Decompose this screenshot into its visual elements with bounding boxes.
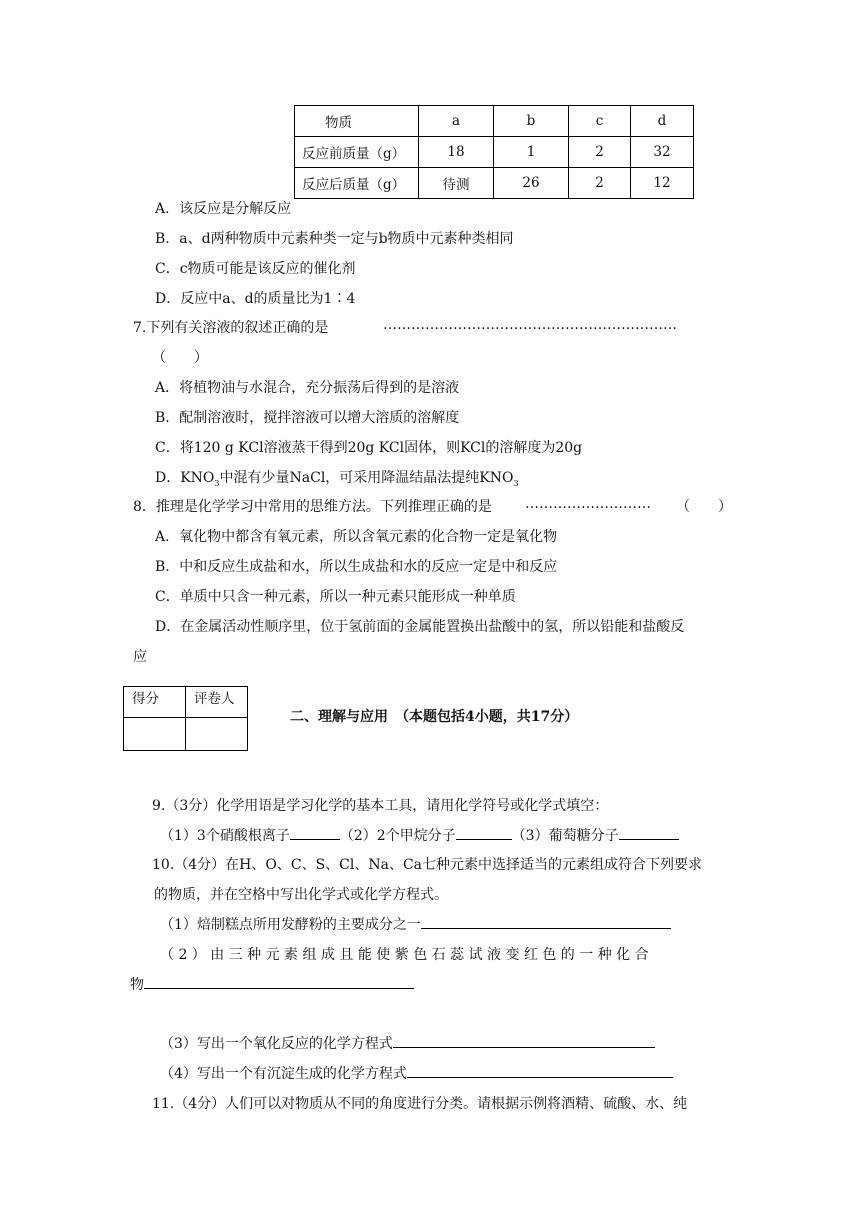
q8-option-d-line1: D．在金属活动性顺序里，位于氢前面的金属能置换出盐酸中的氢，所以铅能和盐酸反: [155, 619, 685, 635]
table-header-cell: a: [419, 106, 494, 137]
q10-part2-label: 物: [130, 977, 144, 993]
table-cell: 18: [419, 137, 494, 168]
q10-part3-blank[interactable]: [393, 1033, 655, 1048]
q6-option-c: C．c物质可能是该反应的催化剂: [155, 261, 356, 277]
table-header-cell: b: [494, 106, 569, 137]
q9-part2-blank[interactable]: [456, 825, 512, 840]
q8-option-b: B．中和反应生成盐和水，所以生成盐和水的反应一定是中和反应: [155, 559, 558, 575]
score-box: [123, 686, 248, 751]
q7-leader-dots: ………………………………………………………: [383, 317, 677, 333]
q10-part3: [160, 1033, 655, 1053]
table-cell: 待测: [419, 168, 494, 199]
q10-part2-line2: [130, 974, 414, 994]
q7-option-a: A．将植物油与水混合，充分振荡后得到的是溶液: [155, 380, 460, 396]
q10-part1-blank[interactable]: [421, 914, 671, 929]
table-row: [295, 168, 694, 199]
q8-stem: 8．推理是化学学习中常用的思维方法。下列推理正确的是: [133, 499, 492, 515]
q6-option-d: D．反应中a、d的质量比为1∶4: [155, 291, 356, 307]
table-cell: 反应前质量（g）: [295, 137, 419, 168]
q6-option-b: B．a、d两种物质中元素种类一定与b物质中元素种类相同: [155, 231, 514, 247]
q9-part1-blank[interactable]: [290, 825, 340, 840]
table-header-cell: d: [631, 106, 694, 137]
q9-part2-label: （2）2个甲烷分子: [339, 828, 456, 844]
q9-stem: 9.（3分）化学用语是学习化学的基本工具，请用化学符号或化学式填空：: [152, 798, 609, 814]
q7-d-text: D．KNO: [155, 470, 215, 486]
q8-leader-dots: ………………………: [525, 496, 651, 512]
q9-part1-label: （1）3个硝酸根离子: [160, 828, 290, 844]
section-heading: 二、理解与应用 （本题包括4小题，共17分）: [290, 709, 579, 725]
q7-d-text: 中混有少量NaCl，可采用降温结晶法提纯KNO: [219, 470, 514, 486]
table-cell: 32: [631, 137, 694, 168]
table-cell: 26: [494, 168, 569, 199]
table-header-cell: 物质: [295, 106, 419, 137]
table-cell: 2: [569, 137, 631, 168]
table-row: [295, 137, 694, 168]
grader-cell[interactable]: [186, 718, 248, 751]
q10-part1-label: （1）焙制糕点所用发酵粉的主要成分之一: [160, 917, 421, 933]
q10-part4-blank[interactable]: [407, 1063, 673, 1078]
grader-label: 评卷人: [186, 687, 248, 718]
table-cell: 12: [631, 168, 694, 199]
q8-option-c: C．单质中只含一种元素，所以一种元素只能形成一种单质: [155, 589, 516, 605]
q8-option-a: A．氧化物中都含有氧元素，所以含氧元素的化合物一定是氧化物: [155, 529, 558, 545]
score-cell[interactable]: [124, 718, 186, 751]
q7-option-b: B．配制溶液时，搅拌溶液可以增大溶质的溶解度: [155, 410, 460, 426]
subscript: 3: [513, 478, 519, 488]
table-cell: 反应后质量（g）: [295, 168, 419, 199]
q10-part2-line1: （ 2 ） 由 三 种 元 素 组 成 且 能 使 紫 色 石 蕊 试 液 变 红 色 的 一 种 化 合: [160, 947, 649, 963]
subscript: 3: [214, 478, 220, 488]
q9-parts: [160, 825, 679, 845]
q10-part1: [160, 914, 671, 934]
q7-option-c: C．将120 g KCl溶液蒸干得到20g KCl固体，则KCl的溶解度为20g: [155, 440, 583, 456]
table-header-row: [295, 106, 694, 137]
q10-part4-label: （4）写出一个有沉淀生成的化学方程式: [160, 1066, 407, 1082]
q10-part2-blank[interactable]: [144, 974, 414, 989]
q7-option-d: [155, 467, 519, 488]
q9-part3-label: （3）葡萄糖分子: [511, 828, 619, 844]
table-cell: 2: [569, 168, 631, 199]
table-cell: 1: [494, 137, 569, 168]
table-header-cell: c: [569, 106, 631, 137]
q10-part3-label: （3）写出一个氧化反应的化学方程式: [160, 1036, 393, 1052]
mass-table: [294, 105, 694, 199]
score-label: 得分: [124, 687, 186, 718]
q7-stem: 7.下列有关溶液的叙述正确的是: [133, 320, 329, 336]
q10-stem-line2: 的物质，并在空格中写出化学式或化学方程式。: [154, 887, 448, 903]
q10-stem-line1: 10.（4分）在H、O、C、S、Cl、Na、Ca七种元素中选择适当的元素组成符合下列要求: [152, 857, 703, 873]
q8-option-d-line2: 应: [133, 649, 147, 665]
q6-option-a: A．该反应是分解反应: [155, 201, 292, 217]
q10-part4: [160, 1063, 673, 1083]
q9-part3-blank[interactable]: [619, 825, 679, 840]
q7-answer-paren: （ ）: [152, 350, 208, 366]
q8-answer-paren: （ ）: [676, 499, 732, 515]
q11-stem: 11.（4分）人们可以对物质从不同的角度进行分类。请根据示例将酒精、硫酸、水、纯: [152, 1096, 688, 1112]
